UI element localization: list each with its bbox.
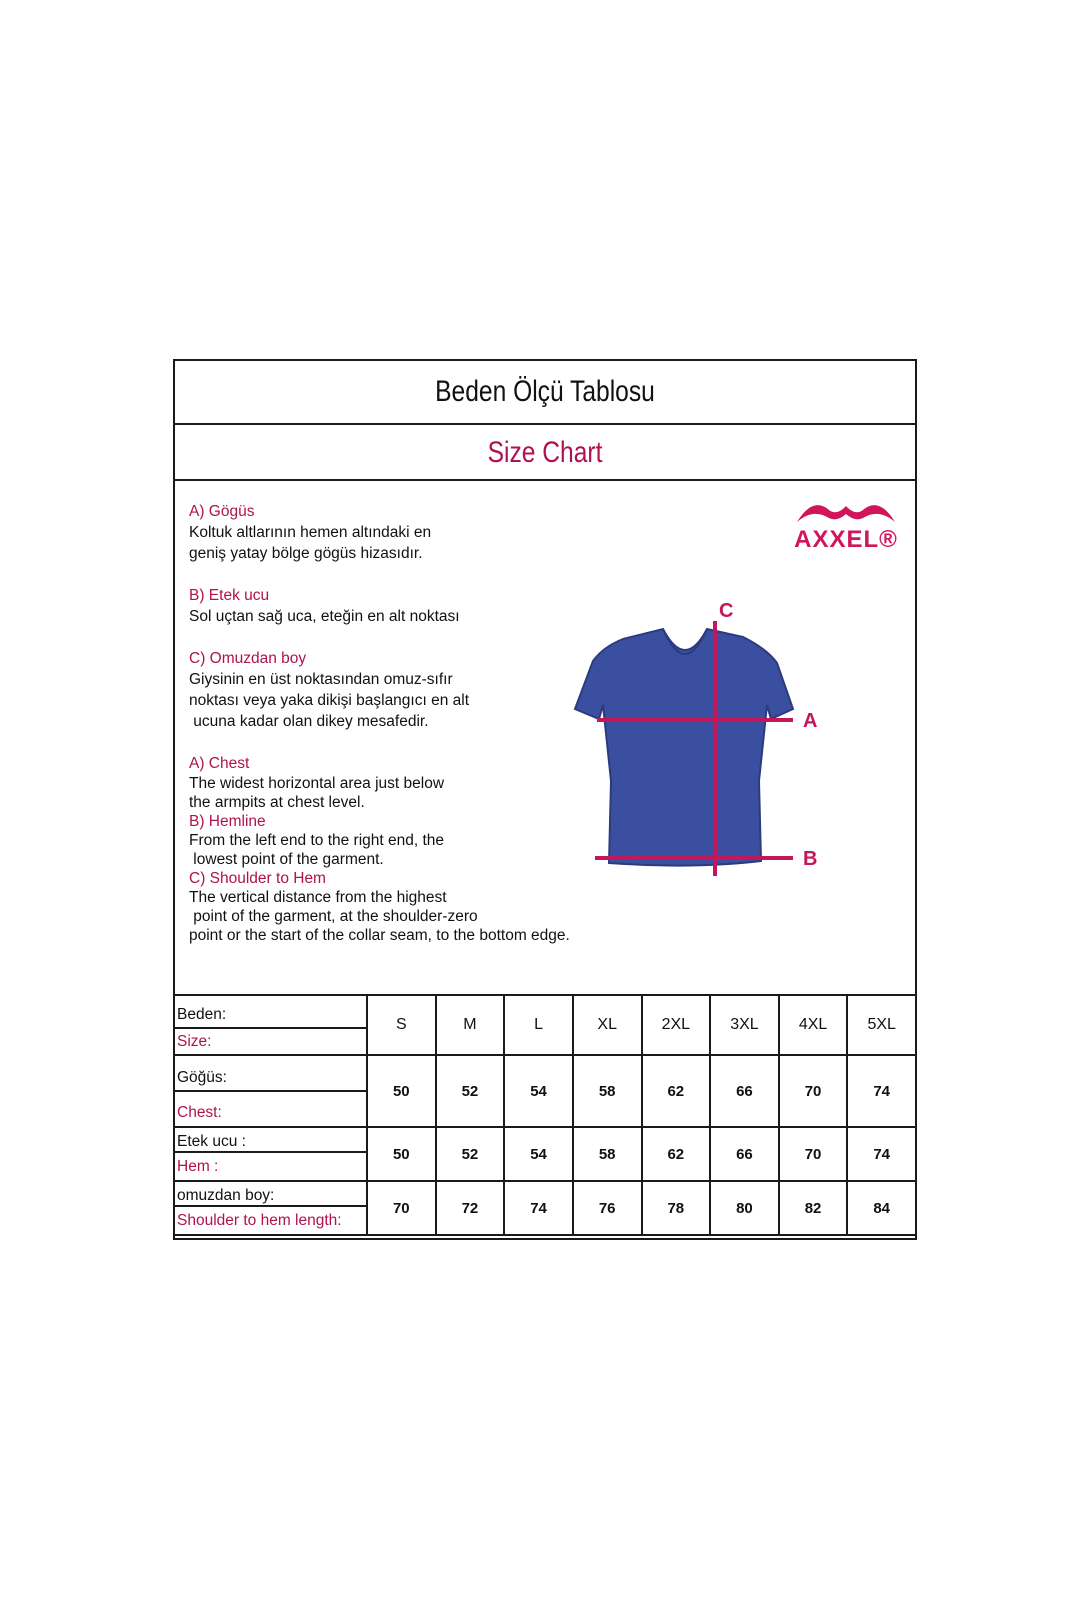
tshirt-diagram-icon: [545, 600, 818, 901]
desc-line: lowest point of the garment.: [189, 851, 384, 868]
chart-title: Beden Ölçü Tablosu: [175, 361, 915, 425]
desc-line: noktası veya yaka dikişi başlangıcı en alt: [189, 692, 470, 709]
label-tr: Göğüs:: [175, 1056, 366, 1092]
chart-subtitle: Size Chart: [175, 425, 915, 481]
label-b: B: [803, 848, 818, 870]
row-label: [174, 1055, 367, 1127]
value-cell: 54: [504, 1127, 573, 1181]
desc-line: Koltuk altlarının hemen altındaki en: [189, 524, 432, 541]
desc-line: The widest horizontal area just below: [189, 775, 445, 792]
size-chart: [173, 359, 917, 1240]
value-cell: 70: [779, 1055, 848, 1127]
brand-name: AXXEL®: [794, 526, 898, 553]
label-en: Size:: [177, 1033, 212, 1050]
desc-line: geniş yatay bölge gögüs hizasıdır.: [189, 545, 423, 562]
size-cell: S: [367, 995, 436, 1055]
size-cell: M: [436, 995, 505, 1055]
desc-line: Giysinin en üst noktasından omuz-sıfır: [189, 671, 453, 688]
label-en: Hem :: [177, 1158, 219, 1175]
label-tr: omuzdan boy:: [175, 1182, 366, 1207]
value-cell: 50: [367, 1055, 436, 1127]
value-cell: 54: [504, 1055, 573, 1127]
table-row: [174, 1055, 916, 1127]
size-cell: XL: [573, 995, 642, 1055]
table-row: [174, 1127, 916, 1181]
value-cell: 70: [779, 1127, 848, 1181]
row-label: [174, 1181, 367, 1235]
value-cell: 62: [642, 1055, 711, 1127]
size-cell: 4XL: [779, 995, 848, 1055]
size-cell: 2XL: [642, 995, 711, 1055]
value-cell: 72: [436, 1181, 505, 1235]
value-cell: 52: [436, 1055, 505, 1127]
label-en: Shoulder to hem length:: [177, 1212, 342, 1229]
value-cell: 78: [642, 1181, 711, 1235]
value-cell: 74: [847, 1055, 916, 1127]
desc-line: the armpits at chest level.: [189, 794, 365, 811]
row-label: [174, 1127, 367, 1181]
desc-heading: A) Gögüs: [189, 503, 255, 520]
size-cell: 3XL: [710, 995, 779, 1055]
label-tr: Etek ucu :: [175, 1128, 366, 1153]
value-cell: 70: [367, 1181, 436, 1235]
desc-line: point of the garment, at the shoulder-zero: [189, 908, 478, 925]
desc-line: From the left end to the right end, the: [189, 832, 445, 849]
header-label: [174, 995, 367, 1055]
value-cell: 50: [367, 1127, 436, 1181]
desc-line: Sol uçtan sağ uca, eteğin en alt noktası: [189, 608, 460, 625]
desc-heading: B) Etek ucu: [189, 587, 270, 604]
value-cell: 84: [847, 1181, 916, 1235]
table-row: [174, 1181, 916, 1235]
value-cell: 52: [436, 1127, 505, 1181]
value-cell: 82: [779, 1181, 848, 1235]
desc-heading: C) Shoulder to Hem: [189, 870, 326, 887]
desc-line: The vertical distance from the highest: [189, 889, 447, 906]
value-cell: 58: [573, 1127, 642, 1181]
size-cell: L: [504, 995, 573, 1055]
desc-line: point or the start of the collar seam, to the bottom edge.: [189, 927, 570, 944]
label-tr: Beden:: [175, 996, 366, 1029]
value-cell: 58: [573, 1055, 642, 1127]
size-cell: 5XL: [847, 995, 916, 1055]
desc-line: ucuna kadar olan dikey mesafedir.: [189, 713, 429, 730]
value-cell: 66: [710, 1055, 779, 1127]
desc-heading: B) Hemline: [189, 813, 266, 830]
label-a: A: [803, 710, 818, 732]
value-cell: 74: [847, 1127, 916, 1181]
label-en: Chest:: [177, 1104, 222, 1121]
axxel-logo: [791, 496, 901, 560]
label-c: C: [719, 600, 734, 622]
value-cell: 66: [710, 1127, 779, 1181]
value-cell: 62: [642, 1127, 711, 1181]
desc-heading: A) Chest: [189, 755, 250, 772]
table-header-row: [174, 995, 916, 1055]
value-cell: 74: [504, 1181, 573, 1235]
value-cell: 76: [573, 1181, 642, 1235]
size-table: [173, 994, 917, 1236]
desc-heading: C) Omuzdan boy: [189, 650, 307, 667]
value-cell: 80: [710, 1181, 779, 1235]
